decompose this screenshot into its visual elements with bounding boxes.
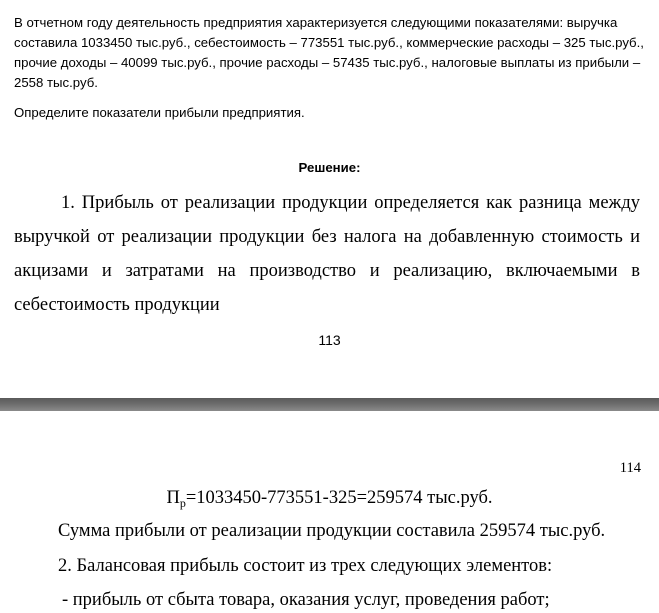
- formula-expression: =1033450-773551-325=259574 тыс.руб.: [185, 488, 493, 508]
- formula-subscript: р: [179, 496, 186, 510]
- solution-heading: Решение:: [298, 160, 361, 175]
- formula-symbol: П: [166, 488, 180, 508]
- page-number: 114: [619, 460, 641, 476]
- balance-profit-sentence: 2. Балансовая прибыль состоит из трех следующих элементов:: [58, 556, 553, 576]
- profit-sum-sentence: Сумма прибыли от реализации продукции составила 259574 тыс.руб.: [58, 521, 606, 541]
- page-separator: [0, 398, 659, 411]
- task-question: Определите показатели прибыли предприятия.: [14, 105, 305, 120]
- profit-formula: [0, 485, 659, 511]
- solution-paragraph-1: 1. Прибыль от реализации продукции определяется как разница между выручкой от реализации продукции без налога на добавленную стоимость и акцизами и затратами на производство и реализацию, включаемыми в себестоимость продукции: [14, 193, 640, 315]
- page-number: 113: [318, 332, 341, 348]
- document-page-114: [0, 411, 659, 612]
- problem-statement: В отчетном году деятельность предприятия характеризуется следующими показателями: выручка составила 1033450 тыс.руб., себестоимость – 773551 тыс.руб., коммерческие расходы – 325 тыс.руб., прочие доходы – 40099 тыс.руб., прочие расходы – 57435 тыс.руб., налоговые выплаты из прибыли – 2558 тыс.руб.: [14, 15, 644, 90]
- list-item: - прибыль от сбыта товара, оказания услуг, проведения работ;: [62, 590, 550, 610]
